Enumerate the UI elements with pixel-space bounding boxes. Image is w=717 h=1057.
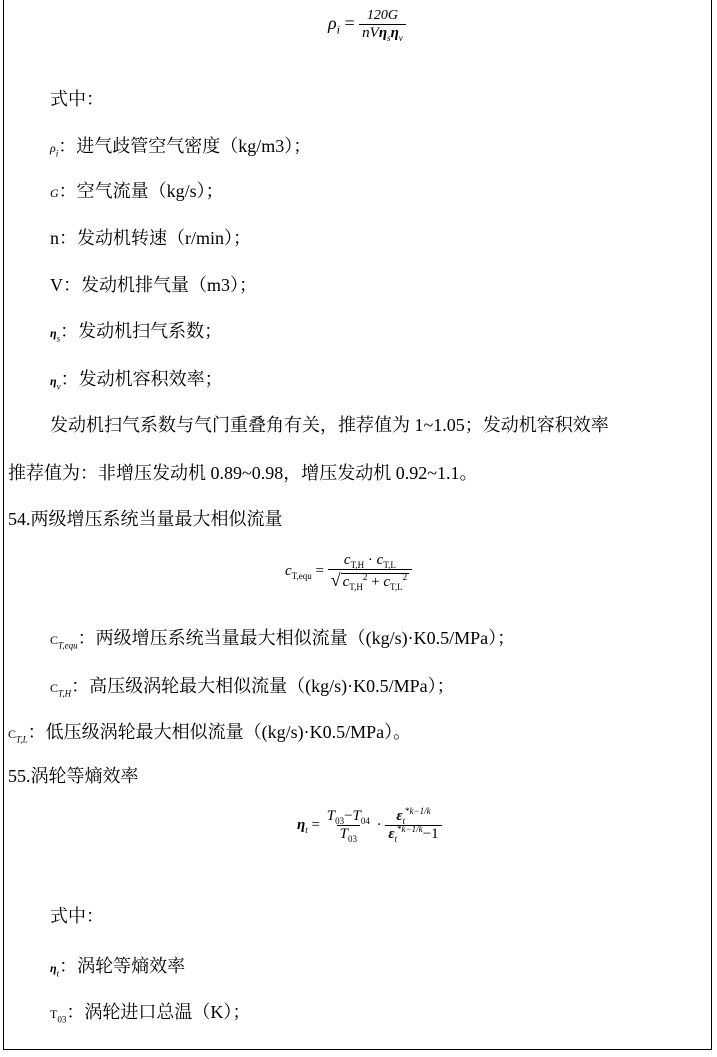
def-g: G：空气流量（kg/s）； [50, 181, 224, 201]
def-rho: $\rho_i$：进气歧管空气密度（kg/m3）； [50, 136, 312, 159]
def-c-t-equ: $C_{T,equ}$：两级增压系统当量最大相似流量（(kg/s)·K0.5/MPa）； [50, 628, 516, 651]
def-c-t-h: $C_{T,H}$：高压级涡轮最大相似流量（(kg/s)·K0.5/MPa）； [50, 676, 455, 699]
section-55-heading: 55.涡轮等熵效率 [8, 766, 139, 786]
where-label: 式中： [50, 89, 104, 109]
def-c-t-l: $C_{T,L}$：低压级涡轮最大相似流量（(kg/s)·K0.5/MPa）。 [8, 722, 412, 745]
paragraph-line-1: 发动机扫气系数与气门重叠角有关，推荐值为 1~1.05；发动机容积效率 [50, 415, 609, 435]
section-54-heading: 54.两级增压系统当量最大相似流量 [8, 509, 283, 529]
def-v: V：发动机排气量（m3）； [50, 275, 257, 295]
formula-turbine-efficiency: $\eta_t$ = $\frac{T_{03}-T_{04}}{T_{03}}$ · $\frac{\varepsilon_t^{*k-1/k}}{\varepsilon_t^{*k-1/k}-1}$ [297, 808, 442, 843]
where-label-2: 式中： [50, 906, 104, 926]
formula-air-density: $\rho_i$ = $\frac{120G}{nV\eta_s\eta_v}$ [328, 8, 406, 42]
def-eta-t: $\eta_t$：涡轮等熵效率 [50, 956, 186, 979]
formula-equivalent-flow: $c_{T,equ}$ = $\frac{c_{T,H} \cdot c_{T,L}}{√ c_{T,H}^2 + c_{T,L}^2}$ [285, 552, 412, 591]
def-n: n：发动机转速（r/min）； [50, 228, 251, 248]
def-eta-v: $\eta_v$：发动机容积效率； [50, 369, 223, 392]
def-t03: $T_{03}$：涡轮进口总温（K）； [50, 1002, 251, 1025]
def-eta-s: $\eta_s$：发动机扫气系数； [50, 321, 223, 344]
paragraph-line-2: 推荐值为：非增压发动机 0.89~0.98，增压发动机 0.92~1.1。 [8, 463, 478, 483]
